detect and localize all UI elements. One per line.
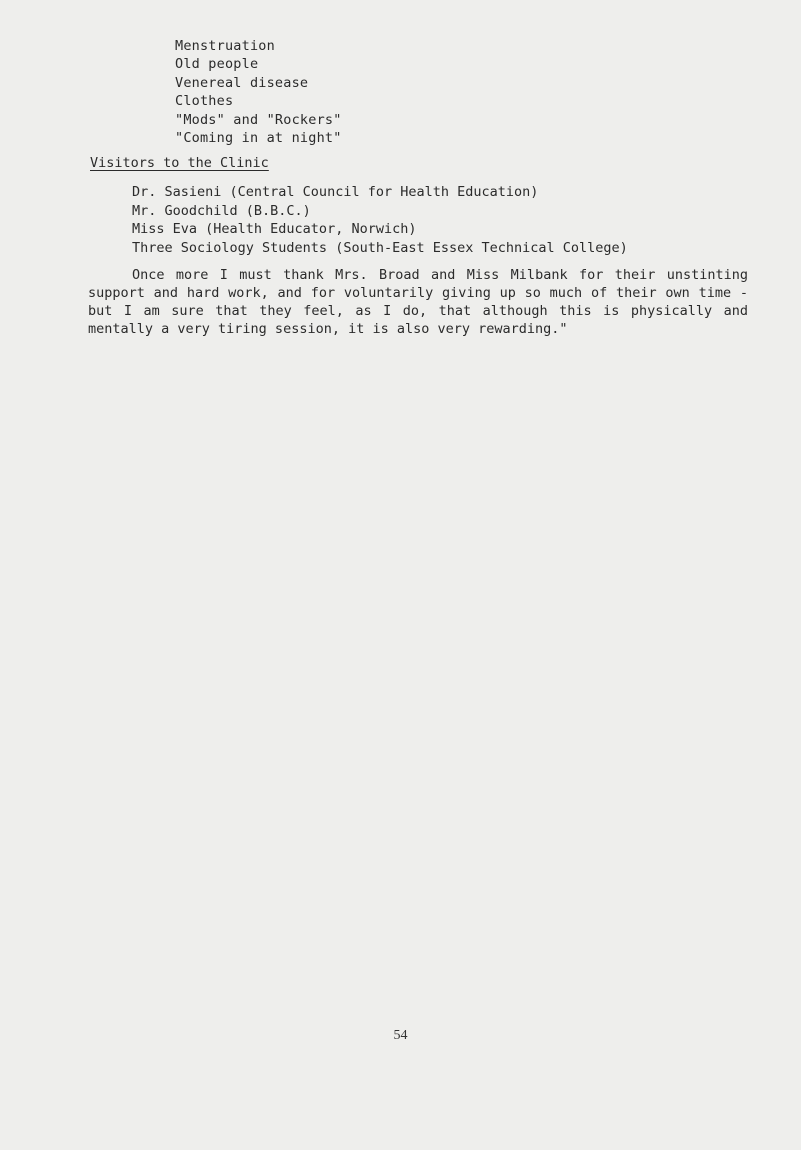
visitor-item: Miss Eva (Health Educator, Norwich) xyxy=(132,221,417,238)
visitor-item: Dr. Sasieni (Central Council for Health Education) xyxy=(132,184,539,200)
topic-item: Menstruation xyxy=(175,38,275,54)
topic-list xyxy=(175,37,342,147)
visitors-heading: Visitors to the Clinic xyxy=(90,155,269,171)
closing-paragraph: Once more I must thank Mrs. Broad and Miss Milbank for their unstinting support and hard work, and for voluntarily giving up so much of their own time - but I am sure that they feel, as I do, that although this is physically and mentally a very tiring session, it is also very rewarding." xyxy=(88,267,748,337)
visitor-item: Mr. Goodchild (B.B.C.) xyxy=(132,202,311,219)
visitor-list xyxy=(132,183,628,257)
topic-item: Venereal disease xyxy=(175,74,309,91)
topic-item: Clothes xyxy=(175,93,234,110)
topic-item: "Coming in at night" xyxy=(175,130,342,147)
visitor-item: Three Sociology Students (South-East Essex Technical College) xyxy=(132,239,628,256)
topic-item: "Mods" and "Rockers" xyxy=(175,111,342,128)
page-number: 54 xyxy=(393,1028,408,1043)
topic-item: Old people xyxy=(175,56,259,73)
